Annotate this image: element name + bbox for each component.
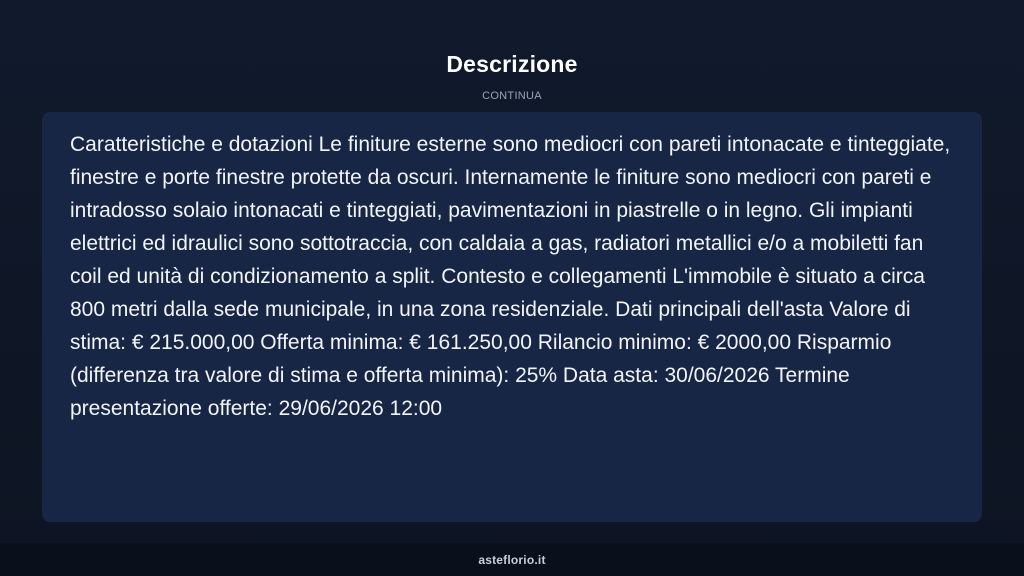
- section-subtitle: CONTINUA: [482, 90, 542, 102]
- description-text: Caratteristiche e dotazioni Le finiture esterne sono mediocri con pareti intonacate e tinteggiate, finestre e porte finestre protette da oscuri. Internamente le finiture sono mediocri con pareti e intradosso solaio intonacati e tinteggiati, pavimentazioni in piastrelle o in legno. Gli impianti elettrici ed idraulici sono sottotraccia, con caldaia a gas, radiatori metallici e/o a mobiletti fan coil ed unità di condizionamento a split. Contesto e collegamenti L'immobile è situato a circa 800 metri dalla sede municipale, in una zona residenziale. Dati principali dell'asta Valore di stima: € 215.000,00 Offerta minima: € 161.250,00 Rilancio minimo: € 2000,00 Risparmio (differenza tra valore di stima e offerta minima): 25% Data asta: 30/06/2026 Termine presentazione offerte: 29/06/2026 12:00: [70, 133, 951, 420]
- footer-site-name: asteflorio.it: [478, 552, 546, 567]
- footer-bar: [0, 543, 1024, 576]
- description-card: [42, 112, 982, 522]
- page-title: Descrizione: [446, 51, 578, 77]
